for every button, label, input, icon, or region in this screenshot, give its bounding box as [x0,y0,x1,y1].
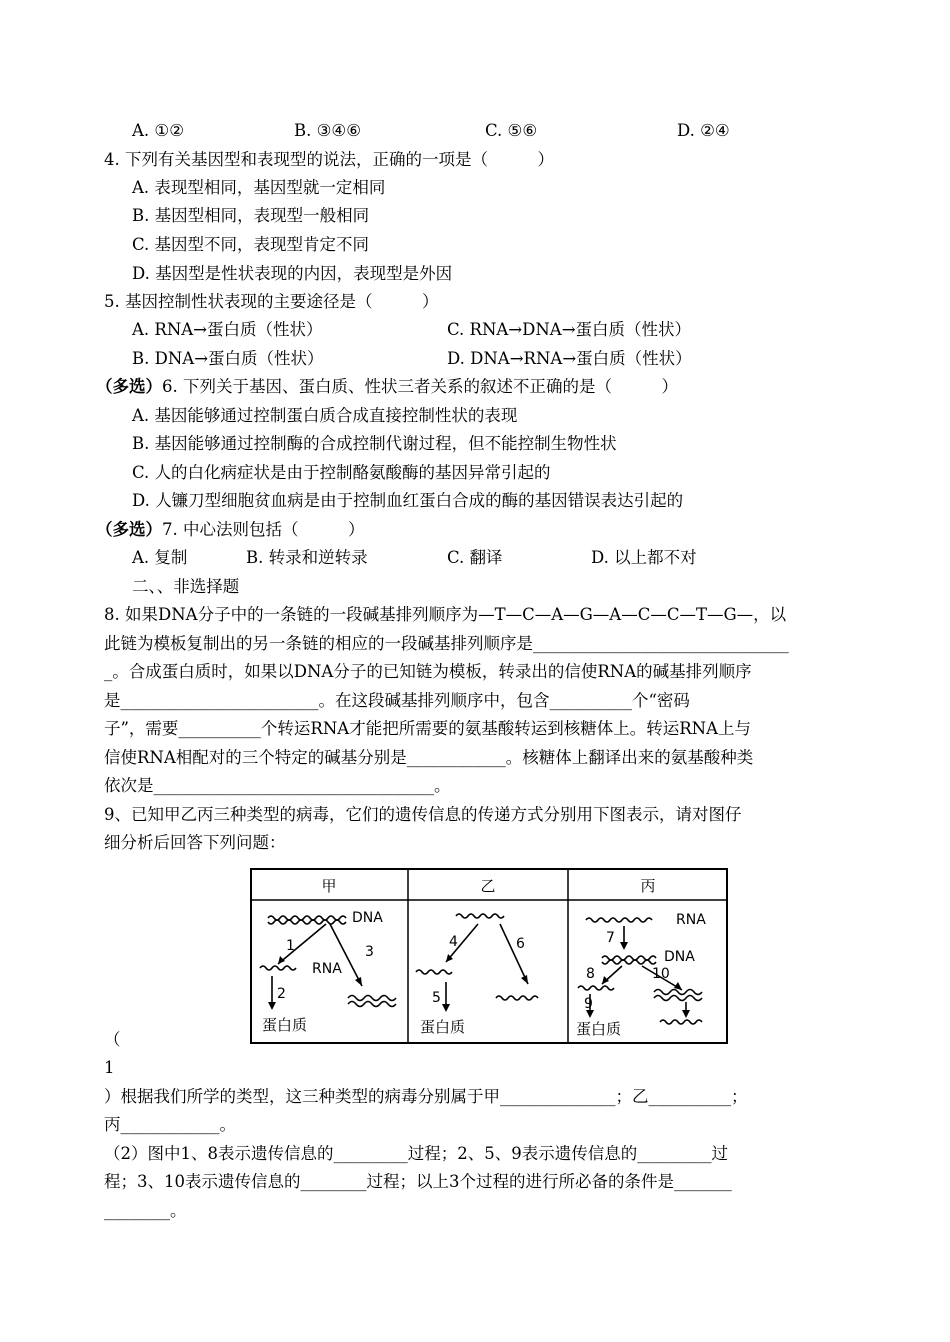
new-dna-strand-1 [348,996,396,1001]
q9-part2-line-2: 程；3、10表示遗传信息的________过程；以上3个过程的进行所必备的条件是_______ [104,1172,732,1191]
q4-option-d: D. 基因型是性状表现的内因，表现型是外因 [132,264,453,283]
rna-strand-bing [586,918,652,922]
new-dna-bing-2 [654,996,702,1001]
q5-option-b: B. DNA→蛋白质（性状） [132,349,324,368]
header-jia: 甲 [321,877,337,895]
q7-option-d: D. 以上都不对 [591,548,697,567]
q3-option-b: B. ③④⑥ [294,121,361,140]
label-dna-jia: DNA [352,910,383,926]
q9-part2-line-1: （2）图中1、8表示遗传信息的_________过程；2、5、9表示遗传信息的_________过 [104,1144,728,1163]
q7-option-b: B. 转录和逆转录 [246,548,368,567]
q7-stem: 7. 中心法则包括（ ） [162,520,365,539]
q5-stem: 5. 基因控制性状表现的主要途径是（ ） [104,292,439,311]
new-dna-bing-1 [654,990,702,995]
q9-line-2: 细分析后回答下列问题： [104,833,286,852]
header-bing: 丙 [640,877,656,895]
q6-multi-tag: （多选） [96,377,162,396]
q9-part1-line-1: ）根据我们所学的类型，这三种类型的病毒分别属于甲______________；乙__________； [104,1087,748,1106]
q5-option-d: D. DNA→RNA→蛋白质（性状） [447,349,692,368]
label-7: 7 [606,930,615,946]
q7-option-c: C. 翻译 [447,548,503,567]
label-protein-jia: 蛋白质 [262,1016,308,1034]
label-rna-bing: RNA [676,912,706,928]
header-yi: 乙 [480,877,496,895]
q4-stem: 4. 下列有关基因型和表现型的说法，正确的一项是（ ） [104,150,554,169]
q8-line-5: 子”，需要__________个转运RNA才能把所需要的氨基酸转运到核糖体上。转运RNA上与 [104,719,751,738]
q5-option-c: C. RNA→DNA→蛋白质（性状） [447,320,692,339]
q8-line-7: 依次是__________________________________。 [104,776,451,795]
q9-line-1: 9、已知甲乙丙三种类型的病毒，它们的遗传信息的传递方式分别用下图表示，请对图仔 [104,805,742,824]
q7-multi-tag: （多选） [96,520,162,539]
q6-option-c: C. 人的白化病症状是由于控制酪氨酸酶的基因异常引起的 [132,463,551,482]
q4-option-c: C. 基因型不同，表现型肯定不同 [132,235,370,254]
rna-new-strand [496,996,538,1000]
label-3: 3 [365,944,374,960]
arrow-6 [500,924,528,984]
q8-line-4: 是________________________。在这段碱基排列顺序中，包含__________个“密码 [104,691,690,710]
label-4: 4 [449,934,458,950]
q9-part1-number: 1 [104,1058,115,1077]
q6-option-b: B. 基因能够通过控制酶的合成控制代谢过程，但不能控制生物性状 [132,434,617,453]
rna-copy-strand [416,970,452,974]
q9-part1-line-2: 丙____________。 [104,1115,236,1134]
q3-option-d: D. ②④ [677,121,730,140]
q6-option-d: D. 人镰刀型细胞贫血病是由于控制血红蛋白合成的酶的基因错误表达引起的 [132,491,684,510]
rna-strand [260,966,296,970]
new-dna-strand-2 [348,1002,396,1007]
q4-option-b: B. 基因型相同，表现型一般相同 [132,206,370,225]
q6-option-a: A. 基因能够通过控制蛋白质合成直接控制性状的表现 [132,406,518,425]
q4-option-a: A. 表现型相同，基因型就一定相同 [132,178,386,197]
dna-strand-2 [268,920,346,924]
label-rna-jia: RNA [312,961,342,977]
label-5: 5 [432,990,441,1006]
q9-part1-paren: （ [104,1030,121,1049]
q9-part2-line-3: ________。 [104,1201,187,1220]
q8-line-3: _。合成蛋白质时，如果以DNA分子的已知链为模板，转录出的信使RNA的碱基排列顺序 [104,662,752,681]
q3-option-a: A. ①② [132,121,184,140]
q8-line-2: 此链为模板复制出的另一条链的相应的一段碱基排列顺序是_______________________________ [104,634,789,653]
label-8: 8 [586,966,595,982]
label-1: 1 [286,938,295,954]
q5-option-a: A. RNA→蛋白质（性状） [132,320,323,339]
label-10: 10 [652,966,670,982]
rna-strand-yi [456,914,504,918]
rna-progeny-strand [660,1020,702,1024]
label-2: 2 [277,986,286,1002]
q8-line-6: 信使RNA相配对的三个特定的碱基分别是____________。核糖体上翻译出来的氨基酸种类 [104,748,754,767]
label-dna-bing: DNA [664,949,695,965]
label-protein-bing: 蛋白质 [576,1020,622,1038]
label-protein-yi: 蛋白质 [420,1018,466,1036]
mrna-strand-bing [578,986,614,990]
dna-strand-1 [268,916,346,920]
q8-line-1: 8. 如果DNA分子中的一条链的一段碱基排列顺序为—T—C—A—G—A—C—C—T—G—，以 [104,605,787,624]
dna-strand-bing-2 [602,960,656,964]
label-9: 9 [584,996,593,1012]
q6-stem: 6. 下列关于基因、蛋白质、性状三者关系的叙述不正确的是（ ） [162,377,678,396]
q6-stem-line [96,377,678,397]
q3-option-c: C. ⑤⑥ [485,121,538,140]
q7-option-a: A. 复制 [132,548,188,567]
q7-stem-line [96,520,365,540]
section-heading: 二、、非选择题 [132,577,240,596]
genetic-info-flow-diagram [250,868,728,1044]
label-6: 6 [516,936,525,952]
